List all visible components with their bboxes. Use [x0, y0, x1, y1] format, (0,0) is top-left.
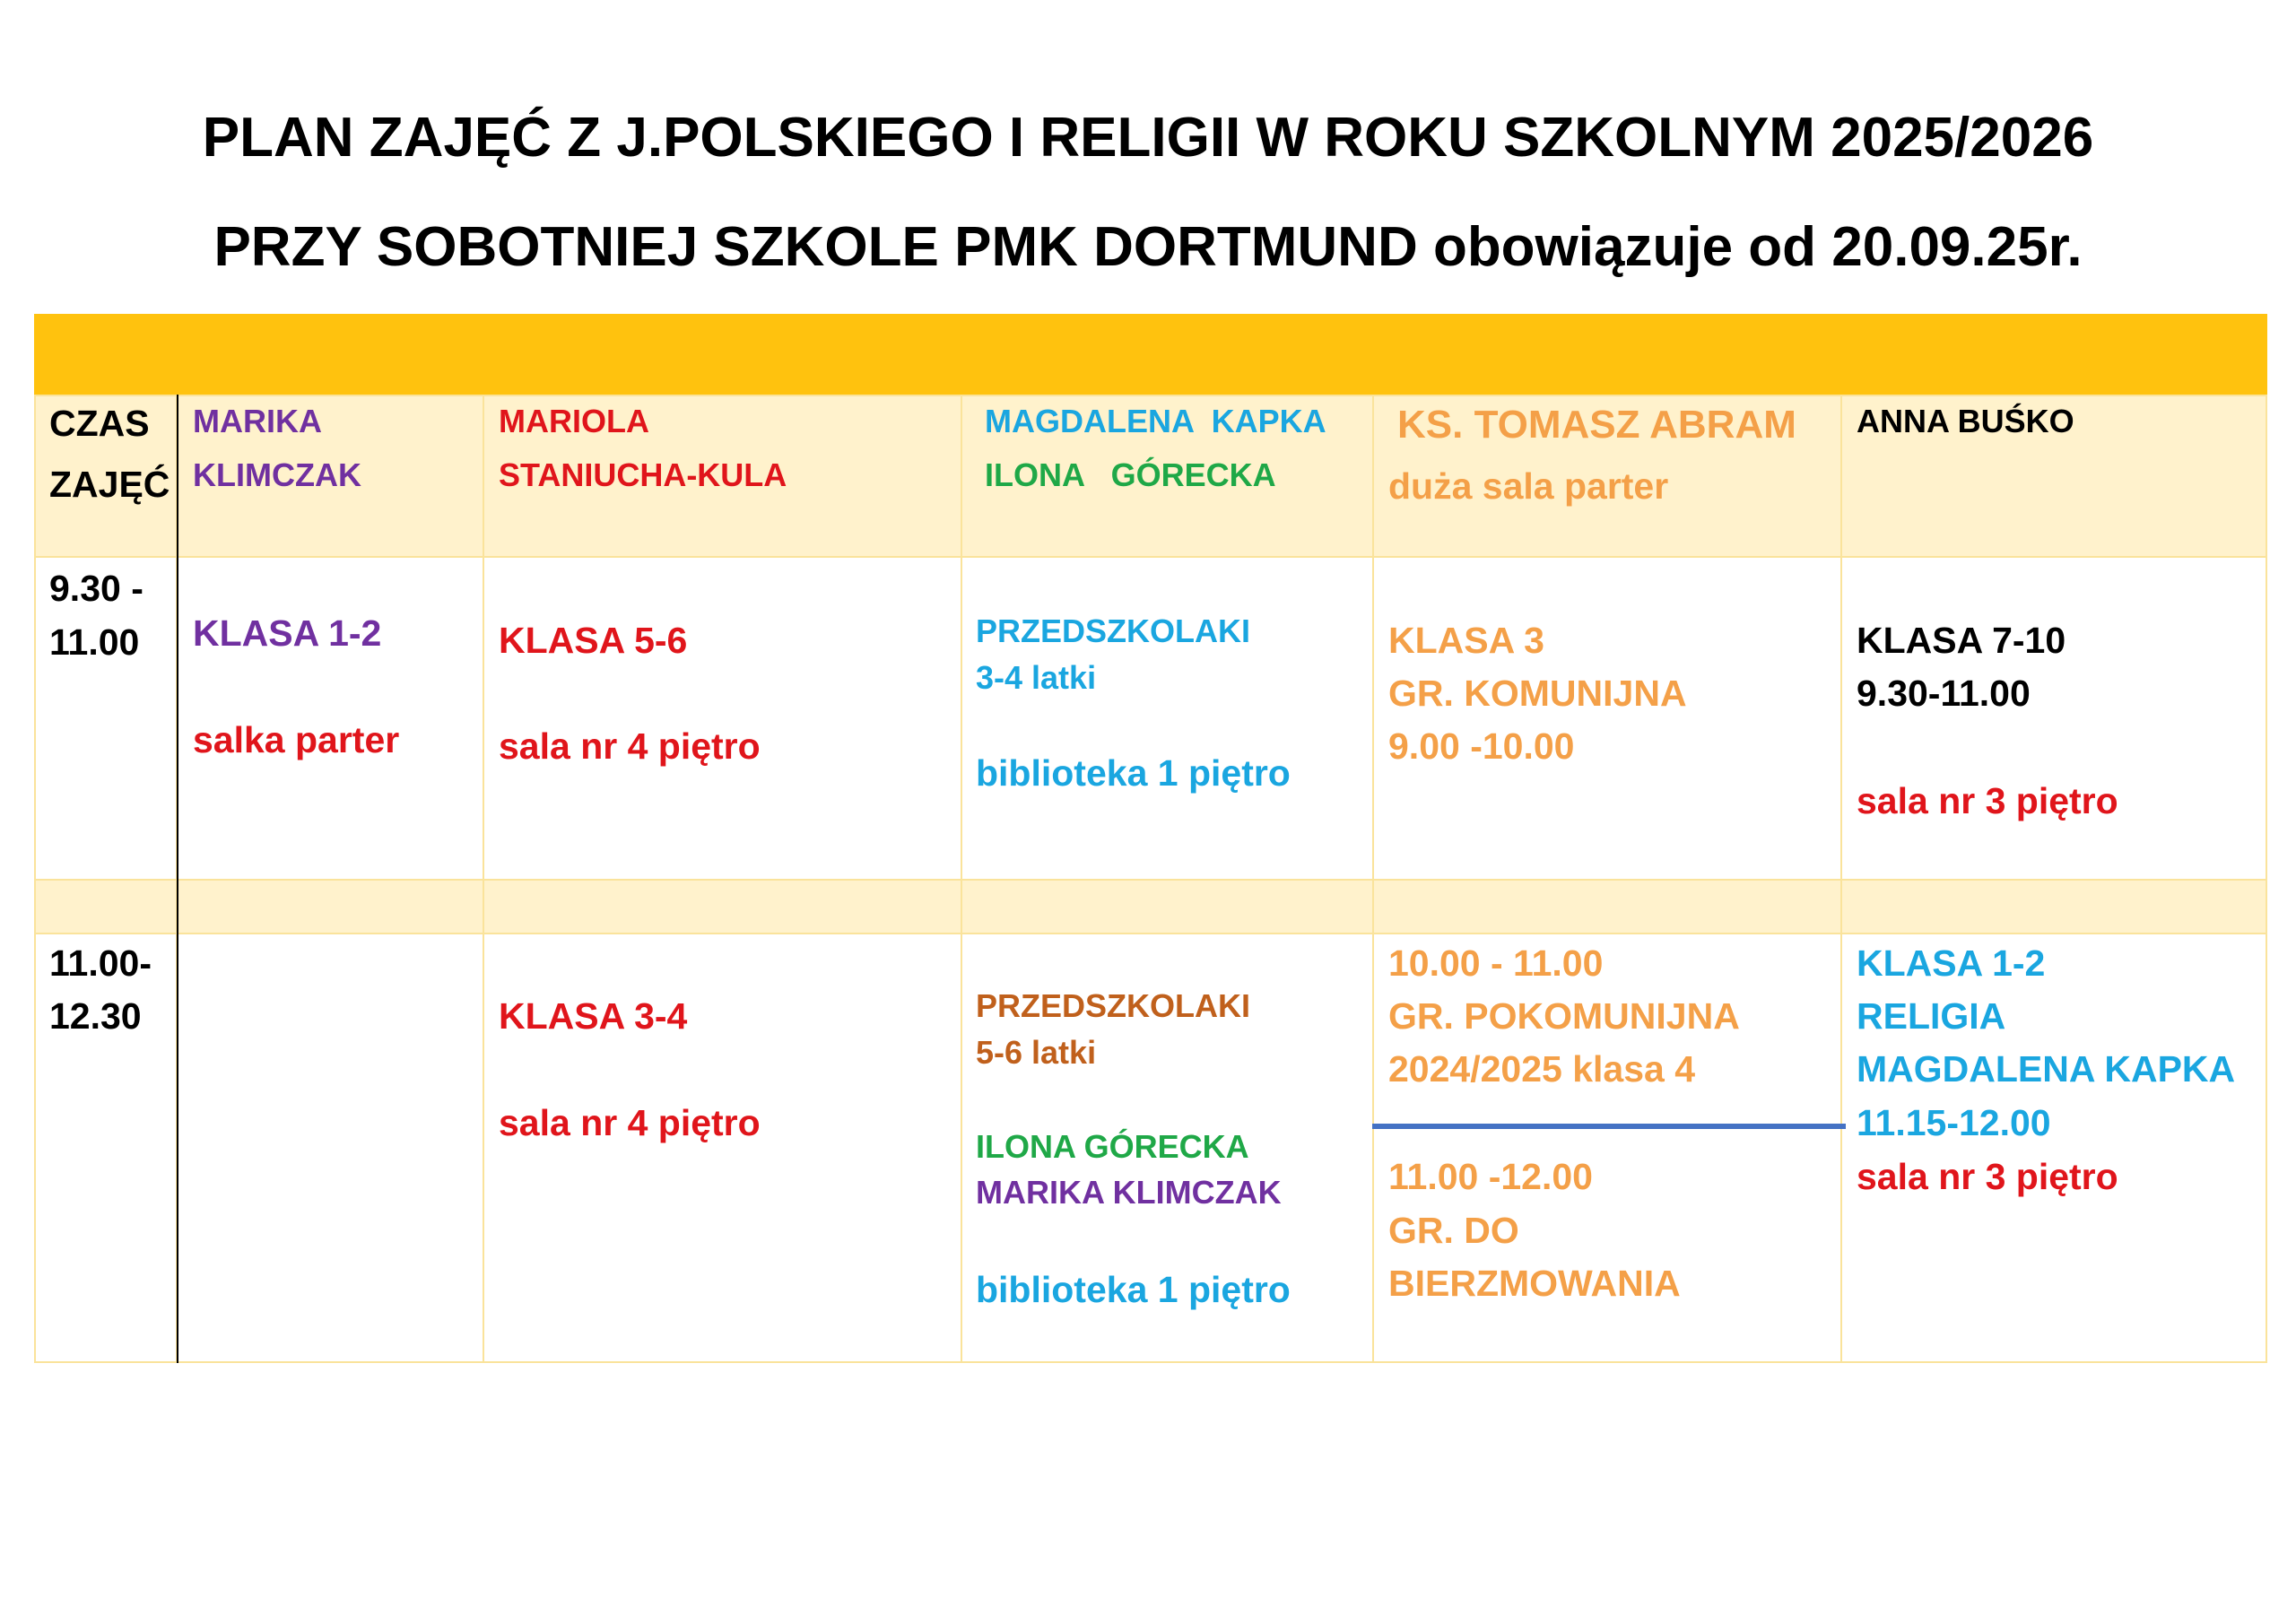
break-cell-col2: [483, 879, 962, 934]
row2-col3-teacher2: MARIKA KLIMCZAK: [976, 1174, 1282, 1211]
row1-col5-line1: KLASA 7-10: [1857, 620, 2066, 661]
row1-cell-col1: [176, 556, 484, 881]
header-col4-line2: duża sala parter: [1388, 465, 1669, 507]
row2-col5-line4: 11.15-12.00: [1857, 1102, 2051, 1143]
header-time-line2: ZAJĘĆ: [49, 464, 170, 505]
row2-col5-line2: RELIGIA: [1857, 995, 2006, 1037]
row1-col1-room: salka parter: [193, 719, 400, 760]
time-column-divider: [177, 395, 178, 1363]
row2-col4-a2: GR. POKOMUNIJNA: [1388, 995, 1740, 1037]
row2-col2-class: KLASA 3-4: [499, 995, 688, 1037]
row2-col5-line3: MAGDALENA KAPKA: [1857, 1048, 2236, 1090]
break-cell-col4: [1372, 879, 1842, 934]
row1-cell-col2: [483, 556, 962, 881]
row1-cell-col5: [1840, 556, 2267, 881]
break-cell-col5: [1840, 879, 2267, 934]
row2-col5-room: sala nr 3 piętro: [1857, 1156, 2118, 1197]
row2-col4-a1: 10.00 - 11.00: [1388, 942, 1604, 984]
header-col5-line1: ANNA BUŚKO: [1857, 403, 2074, 439]
row1-col4-line1: KLASA 3: [1388, 620, 1544, 661]
header-col3-line2: ILONA GÓRECKA: [985, 456, 1276, 493]
row2-time-line2: 12.30: [49, 995, 142, 1037]
row2-col3-line1: PRZEDSZKOLAKI: [976, 987, 1250, 1024]
row2-col3-line2: 5-6 latki: [976, 1034, 1097, 1071]
row2-col3-teacher1: ILONA GÓRECKA: [976, 1128, 1249, 1165]
row2-col3-room: biblioteka 1 piętro: [976, 1269, 1291, 1310]
row1-col3-line1: PRZEDSZKOLAKI: [976, 612, 1250, 649]
row1-col3-room: biblioteka 1 piętro: [976, 752, 1291, 794]
title-line-2: PRZY SOBOTNIEJ SZKOLE PMK DORTMUND obowiązuje od 20.09.25r.: [213, 216, 2083, 278]
row2-col4-b3: BIERZMOWANIA: [1388, 1263, 1681, 1304]
header-col1-line1: MARIKA: [193, 403, 322, 439]
row2-col5-line1: KLASA 1-2: [1857, 942, 2046, 984]
header-col1-line2: KLIMCZAK: [193, 456, 361, 493]
row1-col4-line3: 9.00 -10.00: [1388, 725, 1575, 767]
header-col2-line1: MARIOLA: [499, 403, 649, 439]
row2-col4-a3: 2024/2025 klasa 4: [1388, 1048, 1695, 1090]
group-divider-line: [1372, 1124, 1846, 1129]
row1-col4-line2: GR. KOMUNIJNA: [1388, 673, 1687, 714]
row1-col5-line2: 9.30-11.00: [1857, 673, 2031, 714]
header-col2-line2: STANIUCHA-KULA: [499, 456, 787, 493]
row1-col3-line2: 3-4 latki: [976, 659, 1097, 696]
break-cell-time: [34, 879, 178, 934]
row1-time-line2: 11.00: [49, 621, 140, 663]
break-cell-col3: [961, 879, 1374, 934]
row1-col5-room: sala nr 3 piętro: [1857, 780, 2118, 821]
row2-cell-col1: [176, 933, 484, 1363]
row2-col4-b1: 11.00 -12.00: [1388, 1156, 1593, 1197]
row2-time-line1: 11.00-: [49, 942, 152, 984]
row1-cell-col4: [1372, 556, 1842, 881]
title-line-1: PLAN ZAJĘĆ Z J.POLSKIEGO I RELIGII W ROKU SZKOLNYM 2025/2026: [202, 107, 2094, 169]
header-col4-line1: KS. TOMASZ ABRAM: [1397, 403, 1796, 447]
row1-col2-room: sala nr 4 piętro: [499, 725, 761, 767]
row1-cell-col3: [961, 556, 1374, 881]
row2-col2-room: sala nr 4 piętro: [499, 1102, 761, 1143]
header-col3-line1: MAGDALENA KAPKA: [985, 403, 1326, 439]
break-cell-col1: [176, 879, 484, 934]
row2-col4-b2: GR. DO: [1388, 1210, 1519, 1251]
header-time-line1: CZAS: [49, 403, 150, 444]
row1-col2-class: KLASA 5-6: [499, 620, 688, 661]
row1-col1-class: KLASA 1-2: [193, 612, 382, 654]
header-band: [34, 314, 2267, 396]
row1-time-line1: 9.30 -: [49, 568, 144, 609]
